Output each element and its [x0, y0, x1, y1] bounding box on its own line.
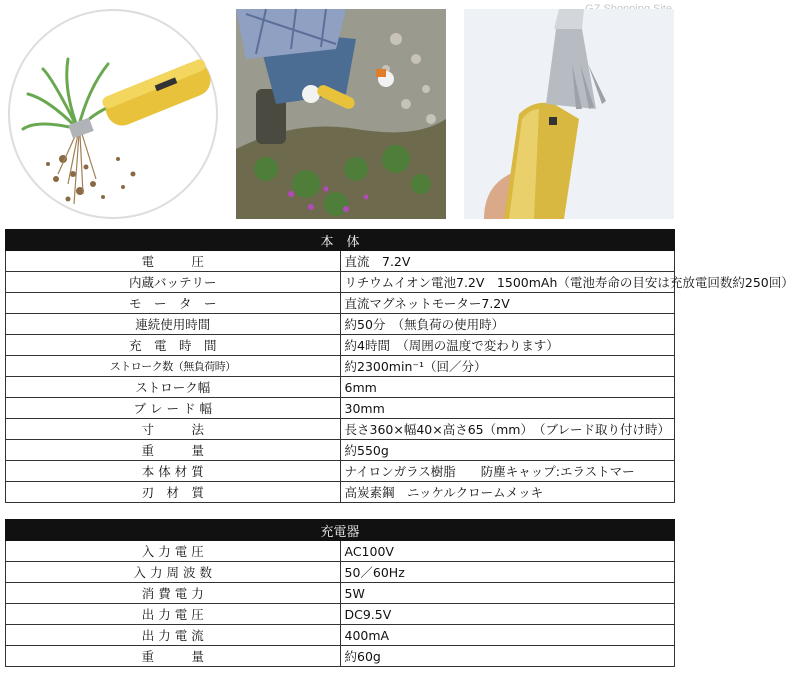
spec-label: 寸 法	[6, 419, 341, 440]
table-row	[6, 541, 675, 562]
table-row	[6, 251, 675, 272]
table-row	[6, 461, 675, 482]
table-row	[6, 377, 675, 398]
table-row	[6, 293, 675, 314]
main-spec-table	[5, 229, 794, 503]
table-row	[6, 272, 675, 293]
spec-label: 出 力 電 圧	[6, 604, 341, 625]
spec-label: ストローク幅	[6, 377, 341, 398]
spec-value: 約2300min⁻¹（回／分）	[340, 356, 675, 377]
main-spec-header: 本 体	[6, 230, 675, 251]
table-row	[6, 314, 675, 335]
table-row	[6, 356, 675, 377]
blade-closeup-image	[464, 9, 674, 219]
spec-value: 直流 7.2V	[340, 251, 675, 272]
spec-value: 約60g	[340, 646, 675, 667]
spec-label: 電 圧	[6, 251, 341, 272]
spec-label: 重 量	[6, 440, 341, 461]
charger-spec-table	[5, 519, 675, 667]
spec-value: 6mm	[340, 377, 675, 398]
spec-label: 重 量	[6, 646, 341, 667]
charger-spec-header: 充電器	[6, 520, 675, 541]
spec-label: ストローク数（無負荷時）	[6, 356, 341, 377]
spec-label: 連続使用時間	[6, 314, 341, 335]
spec-label: 内蔵バッテリー	[6, 272, 341, 293]
table-row	[6, 583, 675, 604]
table-row	[6, 398, 675, 419]
spec-value: 5W	[340, 583, 675, 604]
table-row	[6, 646, 675, 667]
spec-value: AC100V	[340, 541, 675, 562]
spec-value: 30mm	[340, 398, 675, 419]
spec-label: 入 力 周 波 数	[6, 562, 341, 583]
tool-pulling-weeds-image	[8, 9, 218, 219]
spec-value: 高炭素鋼 ニッケルクロームメッキ	[340, 482, 675, 503]
spec-label: 入 力 電 圧	[6, 541, 341, 562]
spec-value: 50／60Hz	[340, 562, 675, 583]
table-row	[6, 625, 675, 646]
spec-label: 充 電 時 間	[6, 335, 341, 356]
table-row	[6, 335, 675, 356]
table-row	[6, 482, 675, 503]
spec-label: ブ レ ー ド 幅	[6, 398, 341, 419]
spec-value: 直流マグネットモーター7.2V	[340, 293, 675, 314]
person-weeding-garden-image	[236, 9, 446, 219]
table-row	[6, 440, 675, 461]
spec-label: 消 費 電 力	[6, 583, 341, 604]
spec-label: 出 力 電 流	[6, 625, 341, 646]
spec-value: DC9.5V	[340, 604, 675, 625]
spec-value: 約550g	[340, 440, 675, 461]
spec-value: リチウムイオン電池7.2V 1500mAh（電池寿命の目安は充放電回数約250回）	[340, 272, 675, 293]
spec-value: 400mA	[340, 625, 675, 646]
spec-value: 約4時間 （周囲の温度で変わります）	[340, 335, 675, 356]
spec-value: 約50分 （無負荷の使用時）	[340, 314, 675, 335]
spec-value: ナイロンガラス樹脂 防塵キャップ:エラストマー	[340, 461, 675, 482]
spec-label: 刃 材 質	[6, 482, 341, 503]
table-row	[6, 419, 675, 440]
table-row	[6, 604, 675, 625]
spec-label: 本 体 材 質	[6, 461, 341, 482]
spec-label: モ ー タ ー	[6, 293, 341, 314]
spec-value: 長さ360×幅40×高さ65（mm） （ブレード取り付け時）	[340, 419, 675, 440]
table-row	[6, 562, 675, 583]
